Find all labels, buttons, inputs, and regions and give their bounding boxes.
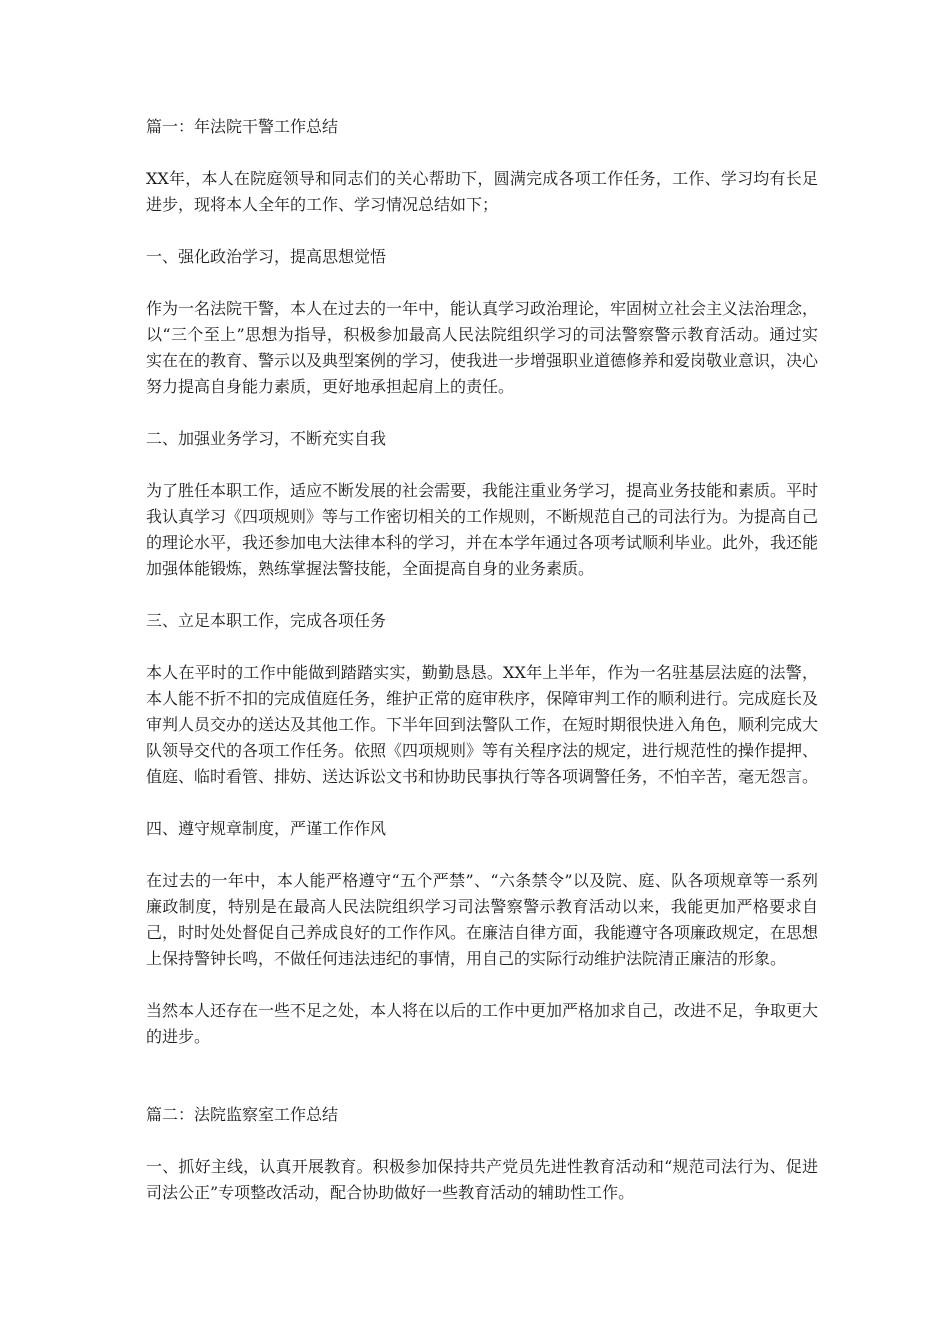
subheading-2: 二、加强业务学习，不断充实自我 <box>146 429 387 448</box>
section-2-paragraph-1: 一、抓好主线，认真开展教育。积极参加保持共产党员先进性教育活动和“规范司法行为、促进司法公正”专项整改活动，配合协助做好一些教育活动的辅助性工作。 <box>146 1157 818 1202</box>
body-paragraph-2: 为了胜任本职工作，适应不断发展的社会需要，我能注重业务学习，提高业务技能和素质。平时我认真学习《四项规则》等与工作密切相关的工作规则，不断规范自己的司法行为。为提高自己的理论水平，我还参加电大法律本科的学习，并在本学年通过各项考试顺利毕业。此外，我还能加强体能锻炼，熟练掌握法警技能，全面提高自身的业务素质。 <box>146 481 819 578</box>
body-paragraph-3: 本人在平时的工作中能做到踏踏实实，勤勤恳恳。XX年上半年，作为一名驻基层法庭的法警，本人能不折不扣的完成值庭任务，维护正常的庭审秩序，保障审判工作的顺利进行。完成庭长及审判人员交办的送达及其他工作。下半年回到法警队工作，在短时期很快进入角色，顺利完成大队领导交代的各项工作任务。依照《四项规则》等有关程序法的规定，进行规范性的操作提押、值庭、临时看管、排妨、送达诉讼文书和协助民事执行等各项调警任务，不怕辛苦，毫无怨言。 <box>146 663 819 786</box>
section-2-title: 篇二：法院监察室工作总结 <box>146 1105 339 1124</box>
subheading-4: 四、遵守规章制度，严谨工作作风 <box>146 819 387 838</box>
section-1-title: 篇一：年法院干警工作总结 <box>146 117 339 136</box>
body-paragraph-1: 作为一名法院干警，本人在过去的一年中，能认真学习政治理论，牢固树立社会主义法治理念，以“三个至上”思想为指导，积极参加最高人民法院组织学习的司法警察警示教育活动。通过实实在在的教育、警示以及典型案例的学习，使我进一步增强职业道德修养和爱岗敬业意识，决心努力提高自身能力素质，更好地承担起肩上的责任。 <box>146 299 819 396</box>
document-body <box>146 114 818 1232</box>
subheading-3: 三、立足本职工作，完成各项任务 <box>146 611 387 630</box>
body-paragraph-4: 在过去的一年中，本人能严格遵守“五个严禁”、“六条禁令”以及院、庭、队各项规章等一系列廉政制度，特别是在最高人民法院组织学习司法警察警示教育活动以来，我能更加严格要求自己，时时处处督促自己养成良好的工作作风。在廉洁自律方面，我能遵守各项廉政规定，在思想上保持警钟长鸣，不做任何违法违纪的事情，用自己的实际行动维护法院清正廉洁的形象。 <box>146 871 819 968</box>
closing-paragraph: 当然本人还存在一些不足之处，本人将在以后的工作中更加严格加求自己，改进不足，争取更大的进步。 <box>146 1001 819 1046</box>
intro-paragraph: XX年，本人在院庭领导和同志们的关心帮助下，圆满完成各项工作任务，工作、学习均有长足进步，现将本人全年的工作、学习情况总结如下； <box>146 169 818 214</box>
subheading-1: 一、强化政治学习，提高思想觉悟 <box>146 247 387 266</box>
